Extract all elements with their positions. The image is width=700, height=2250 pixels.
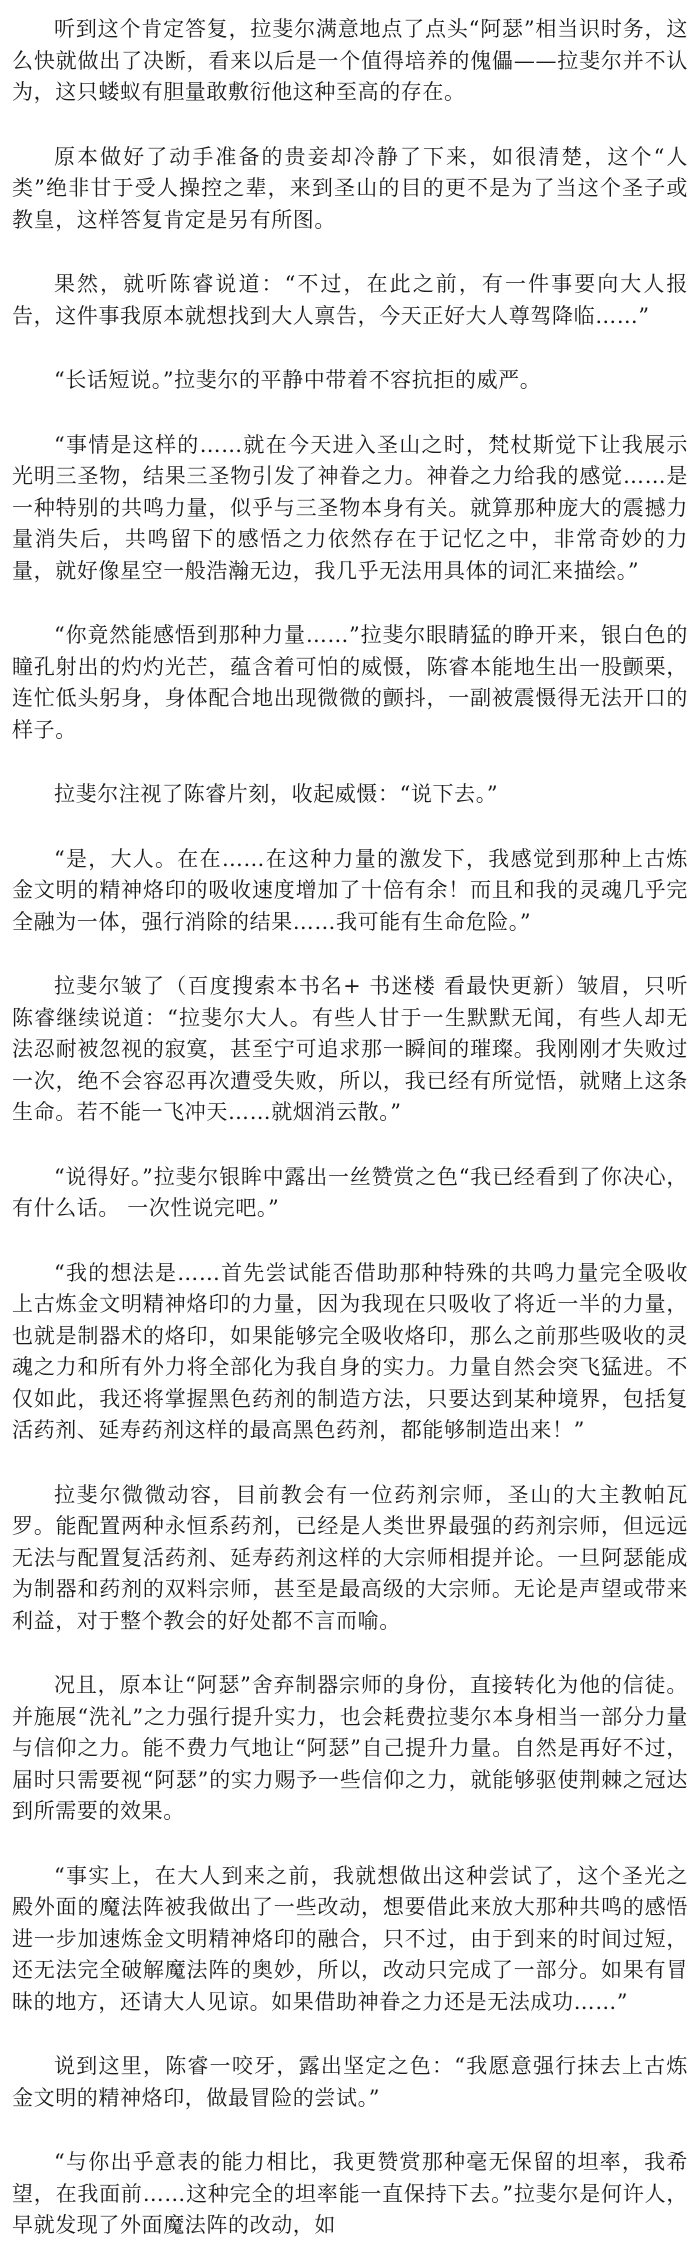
paragraph: “事实上，在大人到来之前，我就想做出这种尝试了，这个圣光之殿外面的魔法阵被我做出了一些改动，想要借此来放大那种共鸣的感悟进一步加速炼金文明精神烙印的融合，只不过，由于到来的时间过短，还无法完全破解魔法阵的奥妙，所以，改动只完成了一部分。如果有冒昧的地方，还请大人见谅。如果借助神眷之力还是无法成功……” [12, 1863, 688, 2014]
paragraph: “是，大人。在在……在这种力量的激发下，我感觉到那种上古炼金文明的精神烙印的吸收速度增加了十倍有余！而且和我的灵魂几乎完全融为一体，强行消除的结果……我可能有生命危险。” [12, 846, 688, 934]
paragraph: 听到这个肯定答复，拉斐尔满意地点了点头“阿瑟”相当识时务，这么快就做出了决断，看来以后是一个值得培养的傀儡——拉斐尔并不认为，这只蝼蚁有胆量敢敷衍他这种至高的存在。 [12, 17, 688, 104]
paragraph: “事情是这样的……就在今天进入圣山之时，梵杖斯觉下让我展示光明三圣物，结果三圣物引发了神眷之力。神眷之力给我的感觉……是一种特别的共鸣力量，似乎与三圣物本身有关。就算那种庞大的震撼力量消失后，共鸣留下的感悟之力依然存在于记忆之中，非常奇妙的力量，就好像星空一般浩瀚无边，我几乎无法用具体的词汇来描绘。” [12, 432, 688, 583]
paragraph: 原本做好了动手准备的贵妾却冷静了下来，如很清楚，这个“人类”绝非甘于受人操控之辈，来到圣山的目的更不是为了当这个圣子或教皇，这样答复肯定是另有所图。 [12, 144, 688, 232]
paragraph: 说到这里，陈睿一咬牙，露出坚定之色：“我愿意强行抹去上古炼金文明的精神烙印，做最冒险的尝试。” [12, 2054, 688, 2110]
paragraph: 拉斐尔注视了陈睿片刻，收起威慑：“说下去。” [54, 782, 499, 806]
paragraph: “你竟然能感悟到那种力量……”拉斐尔眼睛猛的睁开来，银白色的瞳孔射出的灼灼光芒，蕴含着可怕的威慑，陈睿本能地生出一股颤栗，连忙低头躬身，身体配合地出现微微的颤抖，一副被震慑得无法开口的样子。 [12, 623, 688, 742]
paragraph: “长话短说。”拉斐尔的平静中带着不容抗拒的威严。 [54, 368, 542, 392]
paragraph: “我的想法是……首先尝试能否借助那种特殊的共鸣力量完全吸收上古炼金文明精神烙印的力量，因为我现在只吸收了将近一半的力量，也就是制器术的烙印，如果能够完全吸收烙印，那么之前那些吸收的灵魂之力和所有外力将全部化为我自身的实力。力量自然会突飞猛进。不仅如此，我还将掌握黑色药剂的制造方法，只要达到某种境界，包括复活药剂、延寿药剂这样的最高黑色药剂，都能够制造出来！” [12, 1260, 688, 1442]
paragraph: “说得好。”拉斐尔银眸中露出一丝赞赏之色“我已经看到了你决心，有什么话。 一次性说完吧。” [12, 1164, 688, 1220]
paragraph: 果然，就听陈睿说道：“不过，在此之前，有一件事要向大人报告，这件事我原本就想找到大人禀告，今天正好大人尊驾降临……” [12, 272, 688, 328]
paragraph: 拉斐尔皱了（百度搜索本书名+ 书迷楼 看最快更新）皱眉，只听陈睿继续说道：“拉斐尔大人。有些人甘于一生默默无闻，有些人却无法忍耐被忽视的寂寞，甚至宁可追求那一瞬间的璀璨。我刚刚才失败过一次，绝不会容忍再次遭受失败，所以，我已经有所觉悟，就赌上这条生命。若不能一飞冲天……就烟消云散。” [12, 974, 688, 1124]
paragraph: 拉斐尔微微动容，目前教会有一位药剂宗师，圣山的大主教帕瓦罗。能配置两种永恒系药剂，已经是人类世界最强的药剂宗师，但远远无法与配置复活药剂、延寿药剂这样的大宗师相提并论。一旦阿瑟能成为制器和药剂的双料宗师，甚至是最高级的大宗师。无论是声望或带来利益，对于整个教会的好处都不言而喻。 [12, 1482, 688, 1633]
paragraph: “与你出乎意表的能力相比，我更赞赏那种毫无保留的坦率，我希望，在我面前……这种完全的坦率能一直保持下去。”拉斐尔是何许人，早就发现了外面魔法阵的改动，如 [12, 2150, 688, 2237]
paragraph: 况且，原本让“阿瑟”舍弃制器宗师的身份，直接转化为他的信徒。并施展“洗礼”之力强行提升实力，也会耗费拉斐尔本身相当一部分力量与信仰之力。能不费力气地让“阿瑟”自己提升力量。自然是再好不过，届时只需要视“阿瑟”的实力赐予一些信仰之力，就能够驱使荆棘之冠达到所需要的效果。 [12, 1673, 688, 1823]
